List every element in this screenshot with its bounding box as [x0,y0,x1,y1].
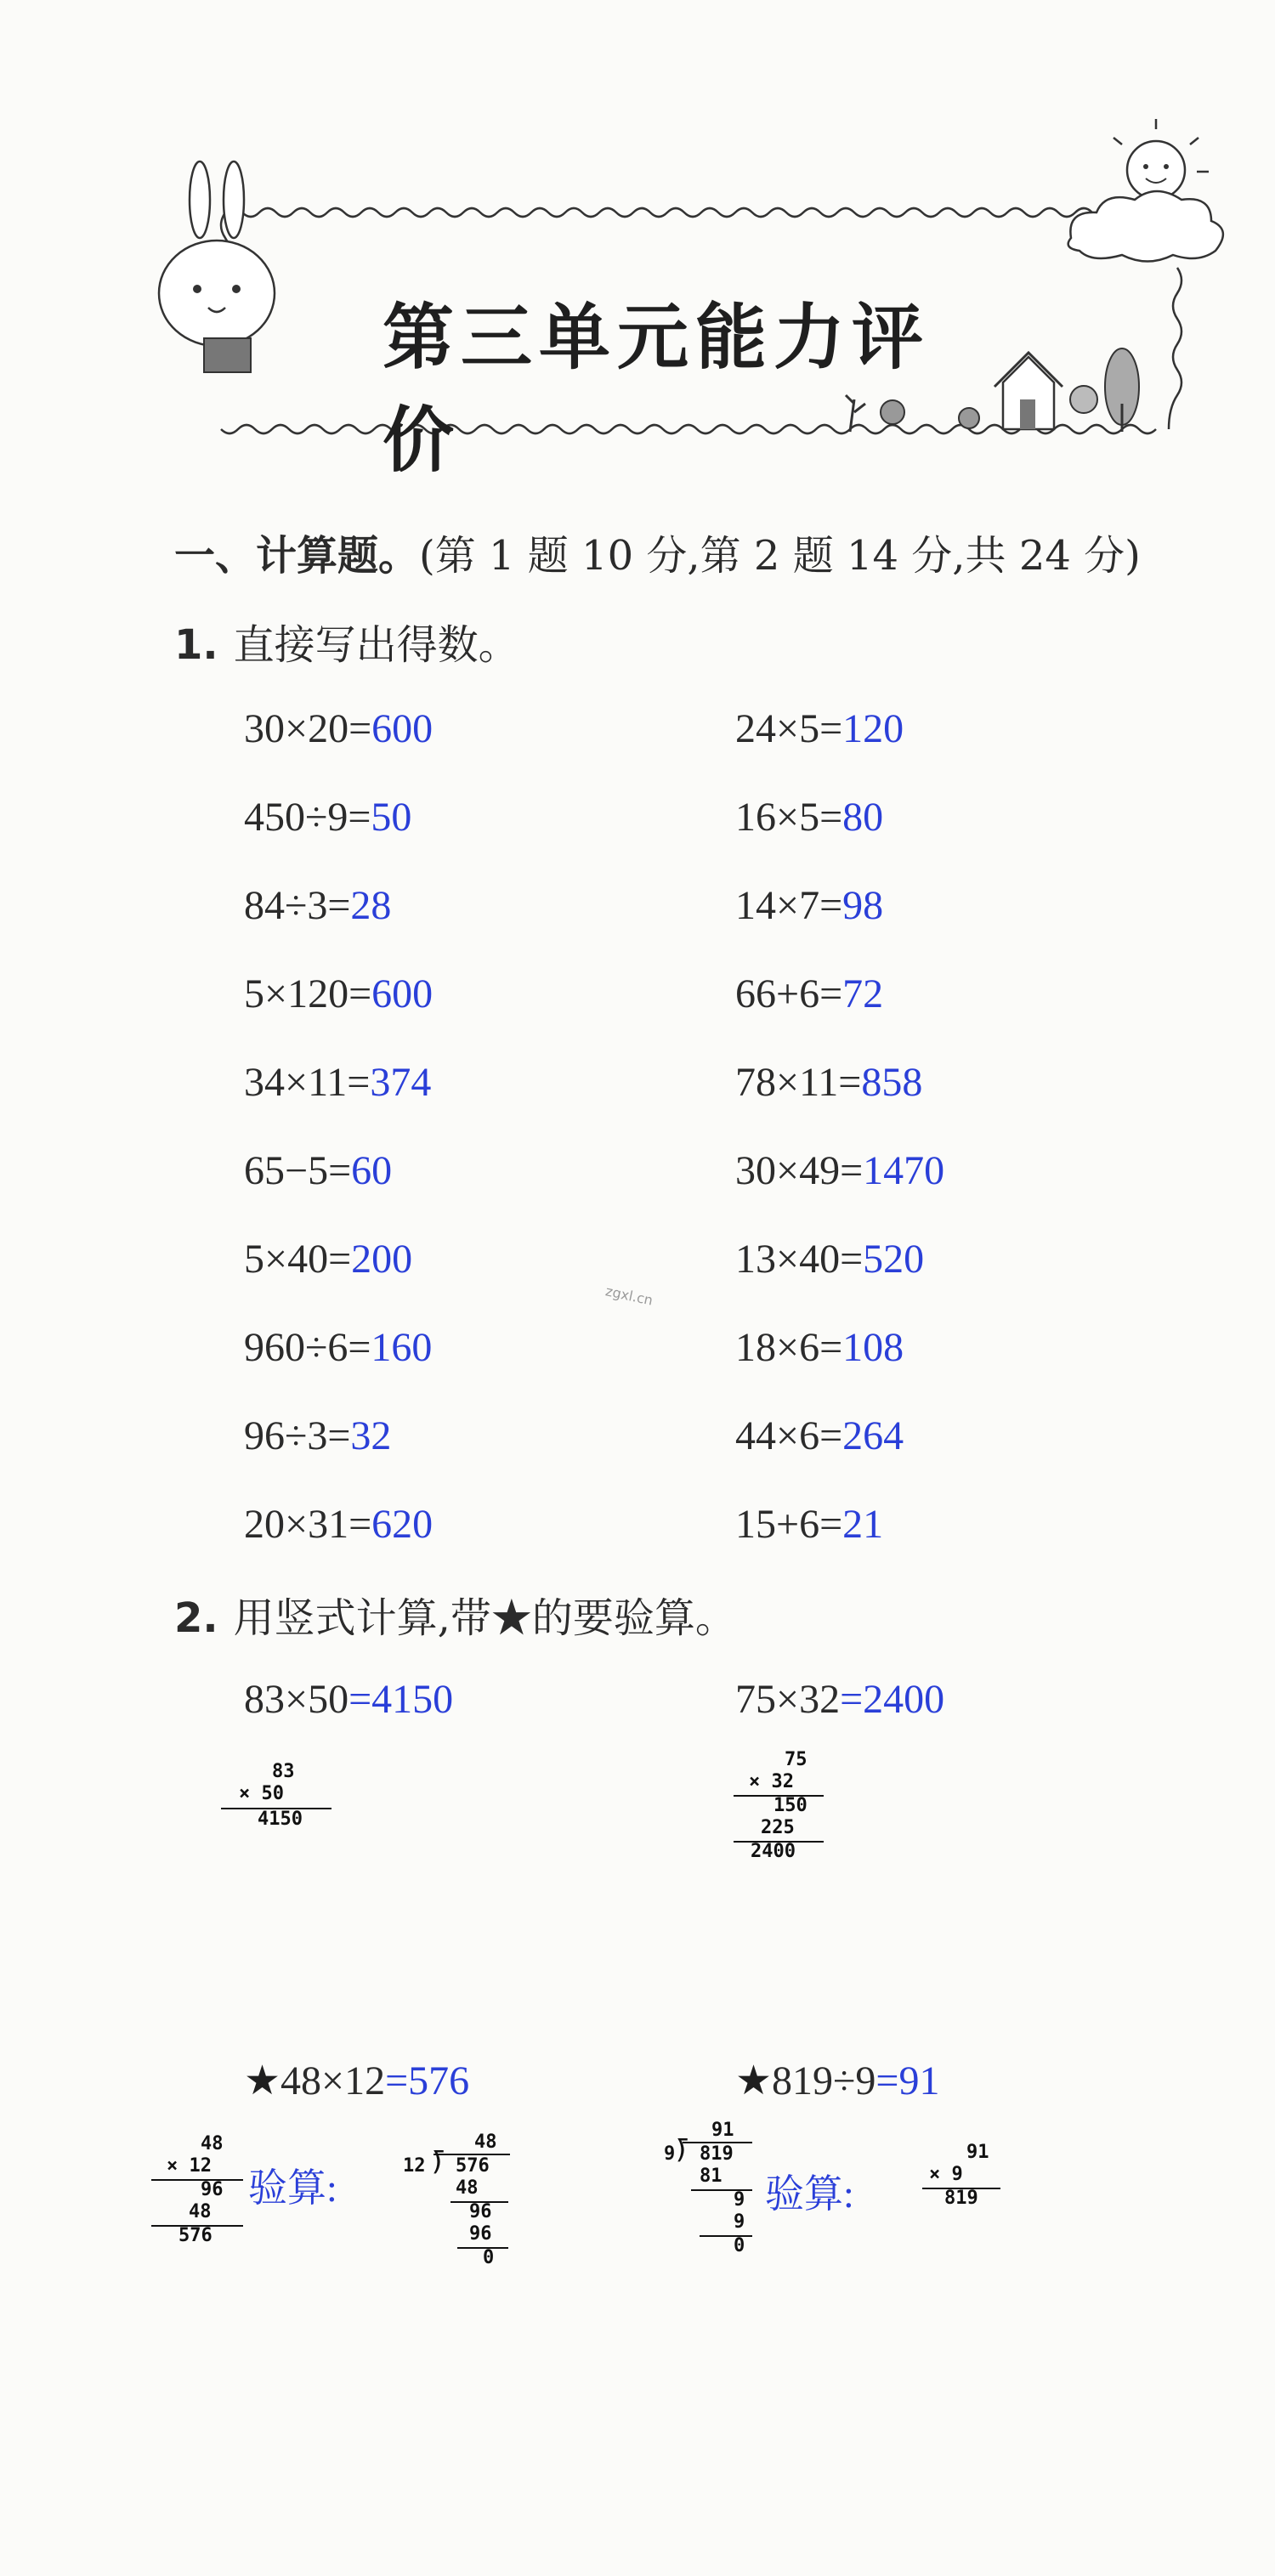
question-2-title [174,1585,736,1644]
calc-row: 96 [469,2201,492,2222]
equation-answer: 21 [842,1502,884,1547]
equation-expression: 78×11= [735,1060,862,1105]
equation-expression: 66+6= [735,971,843,1016]
calc-row: × 9 [929,2164,963,2185]
equation-expression: 20×31= [244,1502,372,1547]
equation-row [244,1147,392,1194]
calc-row: 96 [201,2179,224,2200]
calc-row: 9 [664,2143,676,2165]
equation-expression: 24×5= [735,706,843,751]
calc-row: 91 [966,2142,989,2163]
equation-expression: 960÷6= [244,1325,371,1370]
calc-row: 0 [483,2247,495,2268]
equation-expression: 13×40= [735,1237,864,1282]
equation-row [244,1236,412,1282]
equation-expression: 65−5= [244,1148,352,1193]
equation-expression: 96÷3= [244,1413,351,1458]
section-heading-label: 一、计算题。 [174,532,420,580]
equation-answer: 264 [842,1413,904,1458]
equation-answer: 60 [351,1148,393,1193]
question-1-number: 1. [174,621,218,669]
calc-row: 0 [734,2235,745,2256]
equation-row [244,705,433,752]
house-icon [994,353,1062,429]
problem-819div9 [735,2057,939,2104]
equation-expression: 84÷3= [244,883,351,928]
watermark: zgxl.cn [604,1282,654,1309]
equation-expression: 15+6= [735,1502,843,1547]
problem-83x50 [244,1676,453,1723]
problem-expression: 75×32 [735,1677,841,1722]
calc-row: 576 [178,2225,212,2246]
calc-row: 48 [474,2132,497,2153]
equation-row [244,794,411,841]
calc-row: 91 [711,2120,734,2141]
equation-expression: 30×49= [735,1148,864,1193]
calc-row: 819 [944,2188,978,2209]
equation-row [735,971,883,1017]
star-icon: ★ [735,2058,773,2103]
equation-answer: 620 [371,1502,434,1547]
equation-answer: 98 [842,883,884,928]
equation-answer: 600 [371,706,434,751]
equation-row [735,882,883,929]
equation-expression: 14×7= [735,883,843,928]
division-bracket-icon: ⟌ [434,2150,444,2178]
equation-row [244,882,391,929]
equation-row [244,1501,433,1548]
question-1-title [174,612,519,671]
calc-row: 9 [734,2189,745,2211]
problem-expression: 819÷9 [772,2058,876,2103]
equation-expression: 16×5= [735,795,843,840]
calc-row: × 50 [239,1783,284,1804]
calc-row: 81 [700,2166,722,2187]
equation-answer: 600 [371,971,434,1016]
equation-row [244,1413,391,1459]
equation-row [735,705,904,752]
equation-row [735,1413,904,1459]
equation-answer: 200 [351,1237,413,1282]
problem-75x32 [735,1676,944,1723]
problem-expression: 48×12 [280,2058,386,2103]
question-2-number: 2. [174,1594,218,1642]
calc-row: 83 [272,1761,295,1782]
equation-row [735,1059,922,1106]
sun-icon [1114,119,1209,199]
equation-row [244,1324,432,1371]
section-heading [174,523,1141,581]
problem-answer: =4150 [348,1677,454,1722]
equation-answer: 1470 [863,1148,945,1193]
equation-expression: 30×20= [244,706,372,751]
equation-row [244,971,433,1017]
question-2-prompt: 用竖式计算,带★的要验算。 [233,1594,736,1642]
equation-answer: 80 [842,795,884,840]
equation-row [735,1324,904,1371]
calc-row: × 12 [167,2155,212,2177]
calc-row: 48 [201,2133,224,2154]
equation-expression: 5×40= [244,1237,352,1282]
calc-row: 4150 [258,1809,303,1830]
equation-expression: 450÷9= [244,795,371,840]
equation-expression: 18×6= [735,1325,843,1370]
problem-answer: =91 [876,2058,940,2103]
equation-answer: 108 [842,1325,904,1370]
equation-answer: 160 [371,1325,433,1370]
equation-answer: 520 [863,1237,925,1282]
calc-row: 2400 [751,1841,796,1862]
calc-row: 225 [761,1817,795,1838]
calc-row: 12 [403,2155,426,2177]
calc-row: 48 [456,2177,479,2199]
check-label: 验算: [248,2166,337,2210]
calc-row: 96 [469,2223,492,2245]
section-score-note: (第 1 题 10 分,第 2 题 14 分,共 24 分) [419,532,1141,580]
equation-row [735,1147,944,1194]
equation-answer: 28 [350,883,392,928]
cloud-icon [1068,191,1223,262]
division-bracket-icon: ⟌ [677,2138,688,2166]
problem-answer: =576 [385,2058,470,2103]
calc-row: 9 [734,2211,745,2233]
equation-expression: 5×120= [244,971,372,1016]
equation-row [735,1236,924,1282]
problem-answer: =2400 [840,1677,945,1722]
equation-answer: 374 [370,1060,432,1105]
calc-row: × 32 [749,1771,794,1792]
equation-row [735,1501,883,1548]
equation-answer: 120 [842,706,904,751]
star-icon: ★ [244,2058,281,2103]
calc-row: 576 [456,2155,490,2177]
question-1-prompt: 直接写出得数。 [233,621,519,669]
bunny-icon [159,161,275,372]
equation-expression: 34×11= [244,1060,371,1105]
calc-line [151,2179,243,2181]
problem-48x12 [244,2057,469,2104]
equation-answer: 50 [371,795,412,840]
equation-expression: 44×6= [735,1413,843,1458]
problem-expression: 83×50 [244,1677,349,1722]
equation-row [244,1059,431,1106]
equation-answer: 32 [350,1413,392,1458]
equation-answer: 858 [861,1060,923,1105]
calc-row: 48 [189,2201,212,2222]
equation-row [735,794,883,841]
equation-answer: 72 [842,971,884,1016]
calc-row: 75 [785,1749,808,1770]
calc-row: 819 [700,2143,734,2165]
check-label: 验算: [765,2172,854,2216]
page-title: 第三单元能力评价 [382,296,931,482]
calc-row: 150 [774,1795,808,1816]
